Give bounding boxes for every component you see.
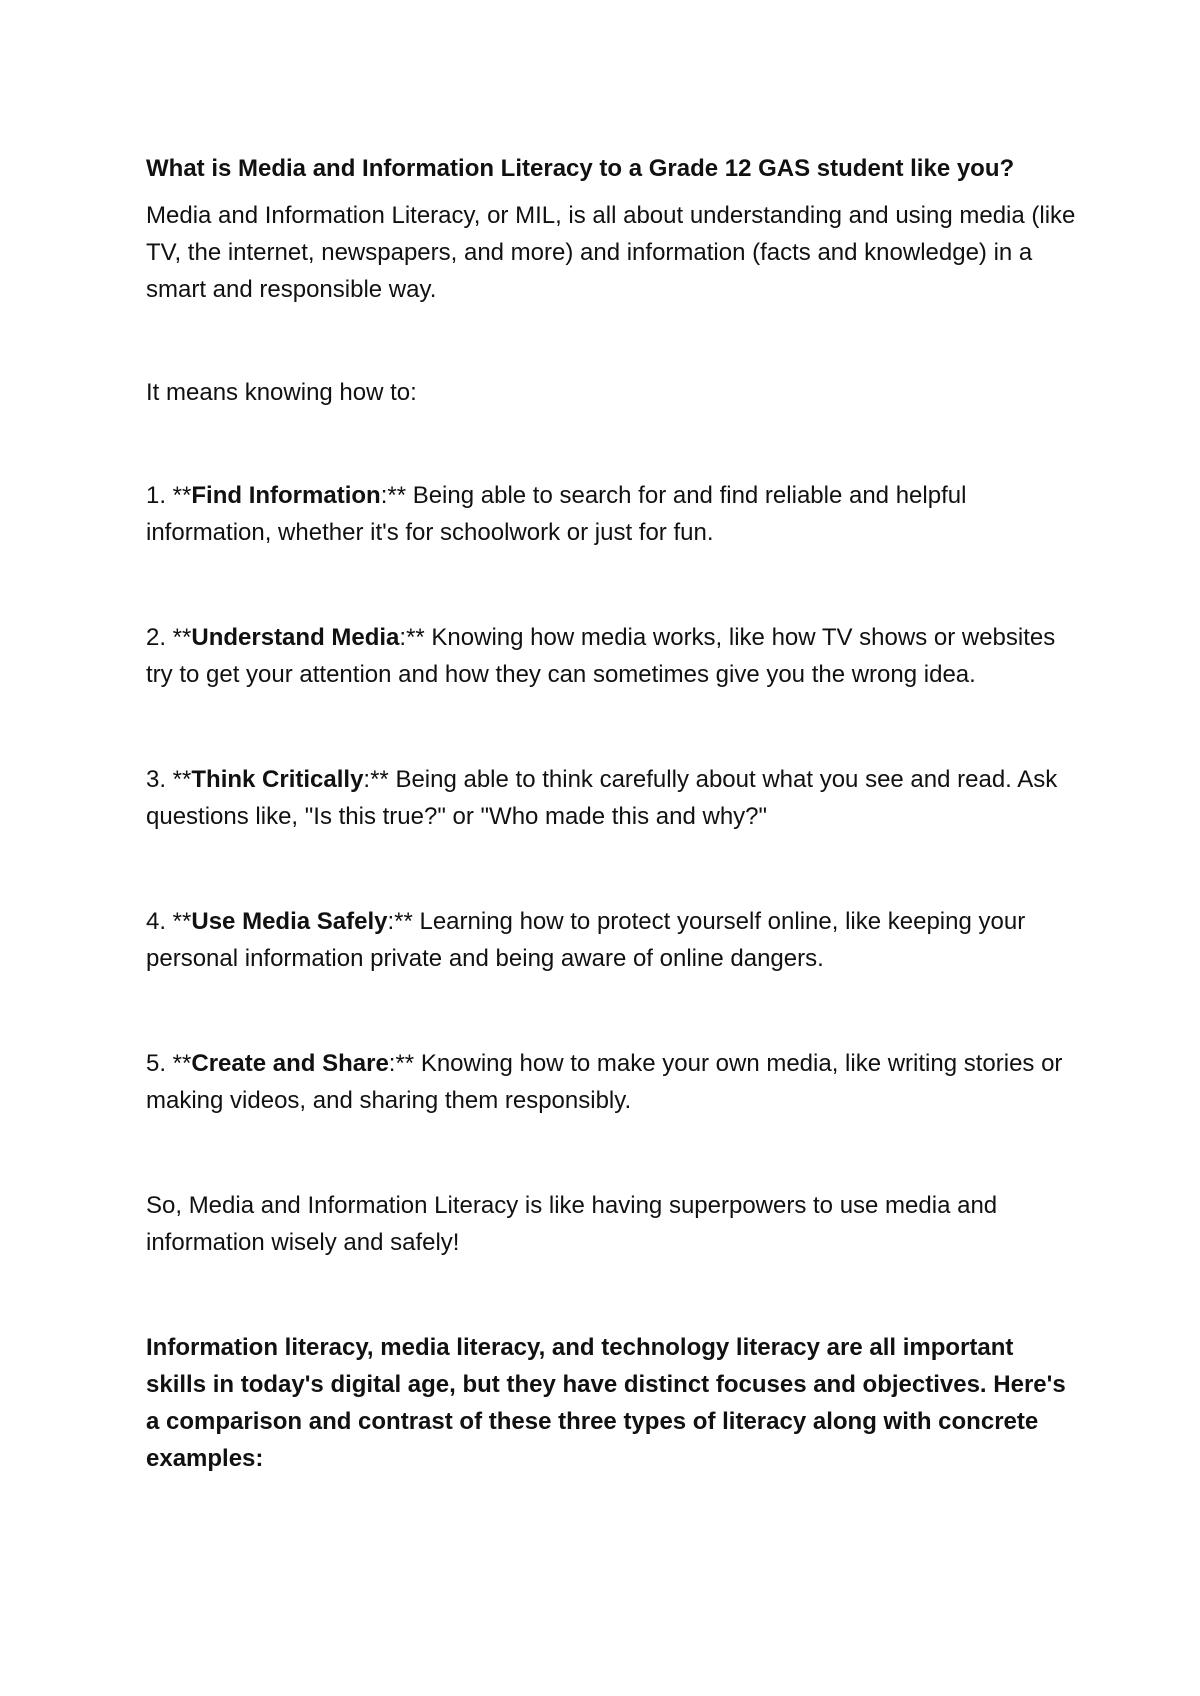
- list-item-think-critically: [146, 761, 1076, 835]
- comparison-intro-paragraph: Information literacy, media literacy, and technology literacy are all important skills in today's digital age, but they have distinct focuses and objectives. Here's a comparison and contrast of these three types of literacy along with concrete examples:: [146, 1334, 1066, 1472]
- item-term: Think Critically: [191, 766, 364, 793]
- lead-paragraph: It means knowing how to:: [146, 379, 417, 406]
- item-term: Find Information: [191, 482, 381, 509]
- list-item-understand-media: [146, 619, 1076, 693]
- item-prefix: 1. **: [146, 482, 192, 509]
- list-item-use-media-safely: [146, 903, 1076, 977]
- item-description: :** Being able to search for and find reliable and helpful information, whether it's for schoolwork or just for fun.: [146, 482, 967, 546]
- item-prefix: 4. **: [146, 908, 192, 935]
- item-prefix: 2. **: [146, 624, 192, 651]
- intro-paragraph: Media and Information Literacy, or MIL, is all about understanding and using media (like TV, the internet, newspapers, and more) and information (facts and knowledge) in a smart and responsible way.: [146, 202, 1076, 303]
- document-heading: What is Media and Information Literacy to a Grade 12 GAS student like you?: [146, 155, 1015, 182]
- document-body: [146, 150, 1076, 1477]
- item-description: :** Being able to think carefully about what you see and read. Ask questions like, "Is this true?" or "Who made this and why?": [146, 766, 1058, 830]
- item-prefix: 5. **: [146, 1050, 192, 1077]
- list-item-find-information: [146, 477, 1076, 551]
- item-description: :** Knowing how to make your own media, like writing stories or making videos, and sharing them responsibly.: [146, 1050, 1063, 1114]
- item-prefix: 3. **: [146, 766, 192, 793]
- item-description: :** Knowing how media works, like how TV shows or websites try to get your attention and how they can sometimes give you the wrong idea.: [146, 624, 1056, 688]
- list-item-create-and-share: [146, 1045, 1076, 1119]
- item-description: :** Learning how to protect yourself online, like keeping your personal information private and being aware of online dangers.: [146, 908, 1026, 972]
- item-term: Understand Media: [191, 624, 400, 651]
- conclusion-paragraph: So, Media and Information Literacy is like having superpowers to use media and information wisely and safely!: [146, 1192, 998, 1256]
- item-term: Create and Share: [191, 1050, 389, 1077]
- item-term: Use Media Safely: [191, 908, 388, 935]
